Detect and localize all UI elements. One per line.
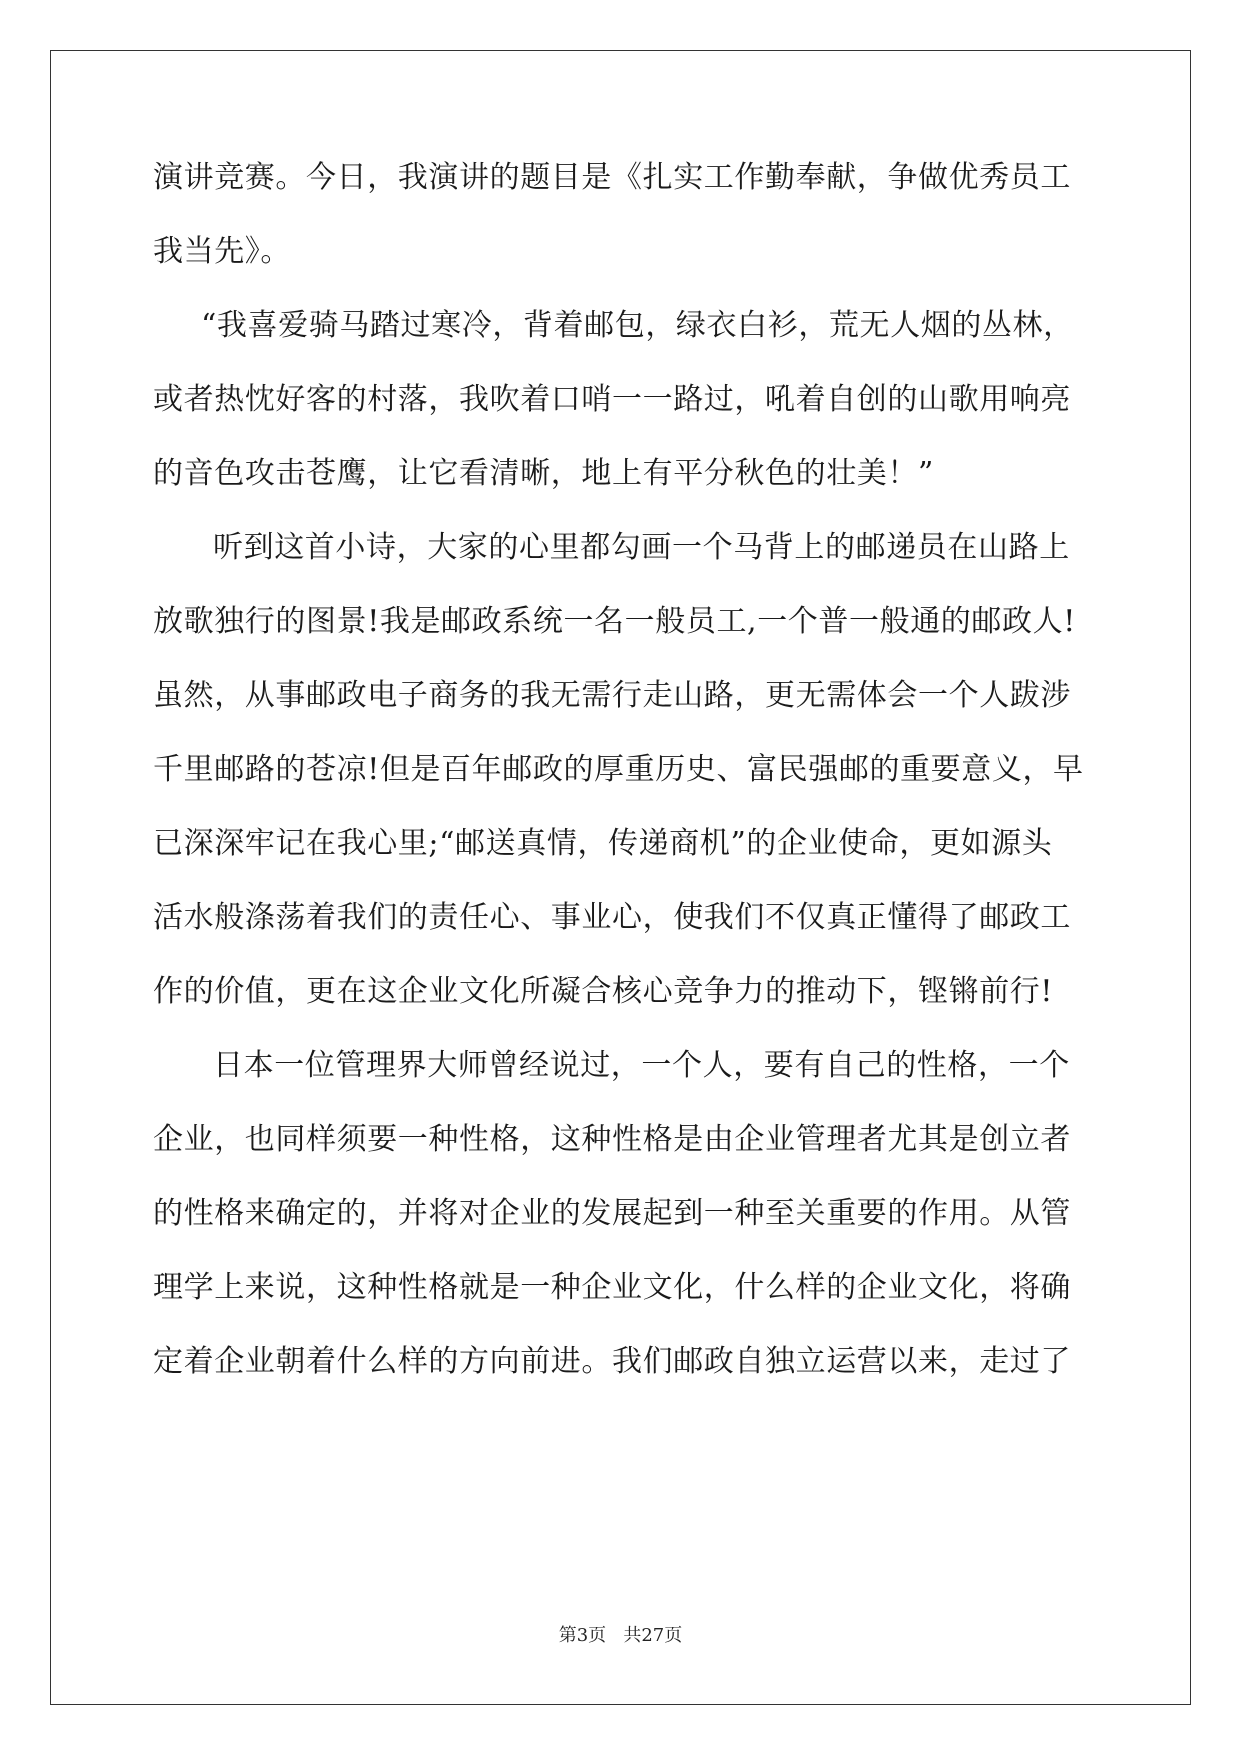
paragraph-first-line: 日本一位管理界大师曾经说过，一个人，要有自己的性格，一个 [213, 1048, 1070, 1083]
page-border [50, 50, 1191, 1705]
text-line: 千里邮路的苍凉!但是百年邮政的厚重历史、富民强邮的重要意义，早 [153, 752, 1084, 787]
text-line: 已深深牢记在我心里;“邮送真情，传递商机”的企业使命，更如源头 [153, 826, 1053, 861]
text-line: 我当先》。 [153, 234, 291, 269]
text-line: 活水般涤荡着我们的责任心、事业心，使我们不仅真正懂得了邮政工 [153, 900, 1071, 935]
paragraph-first-line: 听到这首小诗，大家的心里都勾画一个马背上的邮递员在山路上 [213, 530, 1070, 565]
text-line: 定着企业朝着什么样的方向前进。我们邮政自独立运营以来，走过了 [153, 1344, 1071, 1379]
text-line: 放歌独行的图景!我是邮政系统一名一般员工,一个普一般通的邮政人! [153, 604, 1076, 639]
text-line: 企业，也同样须要一种性格，这种性格是由企业管理者尤其是创立者 [153, 1122, 1071, 1157]
text-line: 虽然，从事邮政电子商务的我无需行走山路，更无需体会一个人跋涉 [153, 678, 1071, 713]
text-line: 作的价值，更在这企业文化所凝合核心竞争力的推动下，铿锵前行! [153, 974, 1054, 1009]
text-line: 的性格来确定的，并将对企业的发展起到一种至关重要的作用。从管 [153, 1196, 1071, 1231]
text-line: 演讲竞赛。今日，我演讲的题目是《扎实工作勤奉献，争做优秀员工 [153, 160, 1071, 195]
page-number-footer: 第3页 共27页 [558, 1625, 683, 1646]
text-line: 的音色攻击苍鹰，让它看清晰，地上有平分秋色的壮美！” [153, 456, 934, 491]
text-line: 或者热忱好客的村落，我吹着口哨一一路过，吼着自创的山歌用响亮 [153, 382, 1071, 417]
text-line: 理学上来说，这种性格就是一种企业文化，什么样的企业文化，将确 [153, 1270, 1071, 1305]
paragraph-first-line: “我喜爱骑马踏过寒冷，背着邮包，绿衣白衫，荒无人烟的丛林， [201, 308, 1074, 343]
